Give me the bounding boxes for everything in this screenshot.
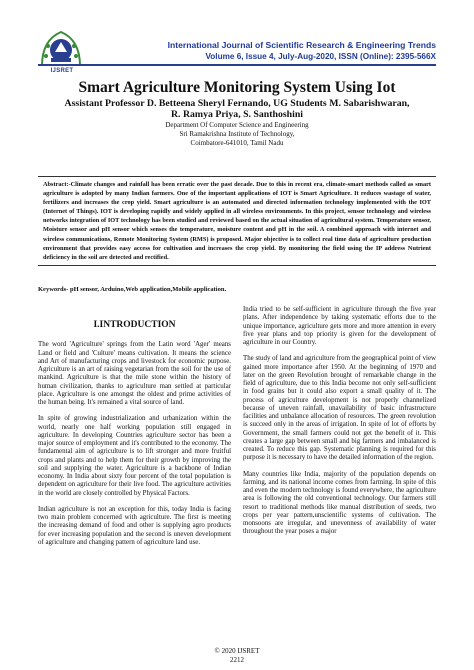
section-heading-introduction: I.INTRODUCTION [93, 320, 176, 330]
authors-line-2: R. Ramya Priya, S. Santhoshini [170, 109, 303, 120]
paragraph: In spite of growing industrialization and urbanization within the world, nearly one half working population still engaged in agriculture. In developing Countries agriculture sector has been a major source of employment and it's contributed to the economy. The fundamental aim of agriculture is to lift stronger and more fruitful crops and plants and to help them for their growth by improving the soil and supplying the water. Agriculture is a backbone of Indian economy. In India about sixty four percent of the total population is dependent on agriculture for their live food. The agriculture activities in the world are closely controlled by Physical Factors. [38, 415, 231, 497]
title-block [38, 79, 436, 148]
left-column [38, 301, 231, 555]
journal-header [0, 0, 474, 80]
keywords: Keywords- pH sensor, Arduino,Web application,Mobile application. [38, 286, 227, 293]
header-rule [38, 64, 436, 66]
right-column [243, 306, 436, 545]
affiliation-line-3: Coimbatore-641010, Tamil Nadu [190, 139, 284, 147]
logo-text: IJSRET [50, 68, 74, 74]
journal-name: International Journal of Scientific Research & Engineering Trends [167, 40, 436, 50]
paragraph: India tried to be self-sufficient in agriculture through the five year plans. After independence by taking systematic efforts due to the unique importance, agriculture gets more and more attention in every five year plans and top priority is given for the development of agriculture in our Country. [243, 306, 436, 346]
page-footer [0, 647, 474, 665]
paragraph: The word 'Agriculture' springs from the Latin word 'Ager' means Land or field and 'Culture' means cultivation. It means the science and Art of manufacturing crops and livestock for economic purpose. Agriculture is an art of raising vegetarian from the soil for the use of mankind. Agriculture is that the mile stone within the history of human civilization, thanks to agriculture man settled at particular place. Agriculture is one amongst the oldest and prime activities of the human being. It's remained a vital source of land. [38, 341, 231, 406]
paragraph: Many countries like India, majority of the population depends on farming, and its national income comes from farming. In spite of this and even the modern technology is found everywhere, the agriculture area is following the old conventional technology. Our farmers still resort to traditional methods like manual distribution of seeds, two crops per year pattern,unscientific systems of cultivation. The monsoons are irregular, and unevenness of availability of water throughout the year poses a major [243, 470, 436, 536]
paragraph: The study of land and agriculture from the geographical point of view gained more importance after 1950. At the beginning of 1970 and later on the green Revolution brought of remarkable change in the field of agriculture, due to this India become not only self-sufficient in food grains but it could also export a small quality of it. The process of agriculture development is not properly channelized because of uneven rainfall, unavailability of basic infrastructure facilities and unbalance allocation of resources. The green revolution is succeed only in the areas of irrigation. In spite of lot of efforts by Government, the small farmers could not get the benefit of it. This creates a large gap between small and big farmers and imbalanced is created. To reduce this gap. Systematic planning is required for this purpose it is necessary to have the detailed information of the region. [243, 355, 436, 462]
journal-info [168, 40, 436, 62]
affiliation-line-2: Sri Ramakrishna Institute of Technology, [179, 130, 295, 138]
abstract: Abstract:-Climate changes and rainfall has been erratic over the past decade. Due to this in recent era, climate-smart methods called as smart agriculture is adopted by many Indian farmers. One of the important applications of IOT is Smart Agriculture. It reduces wastage of water, fertilizers and increases the crop yield. Smart agriculture is an automated and directed information technology implemented with the IOT (Internet of Things). IOT is developing rapidly and widely applied in all wireless environments. In this project, sensor technology and wireless networks integration of IOT technology has been studied and reviewed based on the actual situation of agricultural system. Temperature sensor, Moisture sensor and pH sensor which senses the temperature, moisture content and pH in the soil. A combined approach with internet and wireless communications, Remote Monitoring System (RMS) is proposed. Major objective is to collect real time data of agriculture production environment that provides easy access for cultivation and increases the crop yield. By monitoring the field using the IP address Nutrient deficiency in the soil are detected and rectified. [38, 176, 436, 266]
journal-issue: Volume 6, Issue 4, July-Aug-2020, ISSN (Online): 2395-566X [205, 52, 436, 61]
copyright-text: © 2020 IJSRET [214, 647, 260, 655]
authors-line-1: Assistant Professor D. Betteena Sheryl Fernando, UG Students M. Sabarishwaran, [64, 98, 410, 109]
paper-title: Smart Agriculture Monitoring System Using Iot [78, 79, 396, 96]
affiliation-line-1: Department Of Computer Science and Engineering [165, 121, 309, 129]
page-number: 2212 [230, 656, 244, 664]
paragraph: Indian agriculture is not an exception for this, today India is facing two main problem concerned with agriculture. The first is meeting the increasing demand of food and other is supplying agro products for ever increasing population and the second is uneven development of agriculture and changing pattern of agriculture land use. [38, 505, 231, 546]
